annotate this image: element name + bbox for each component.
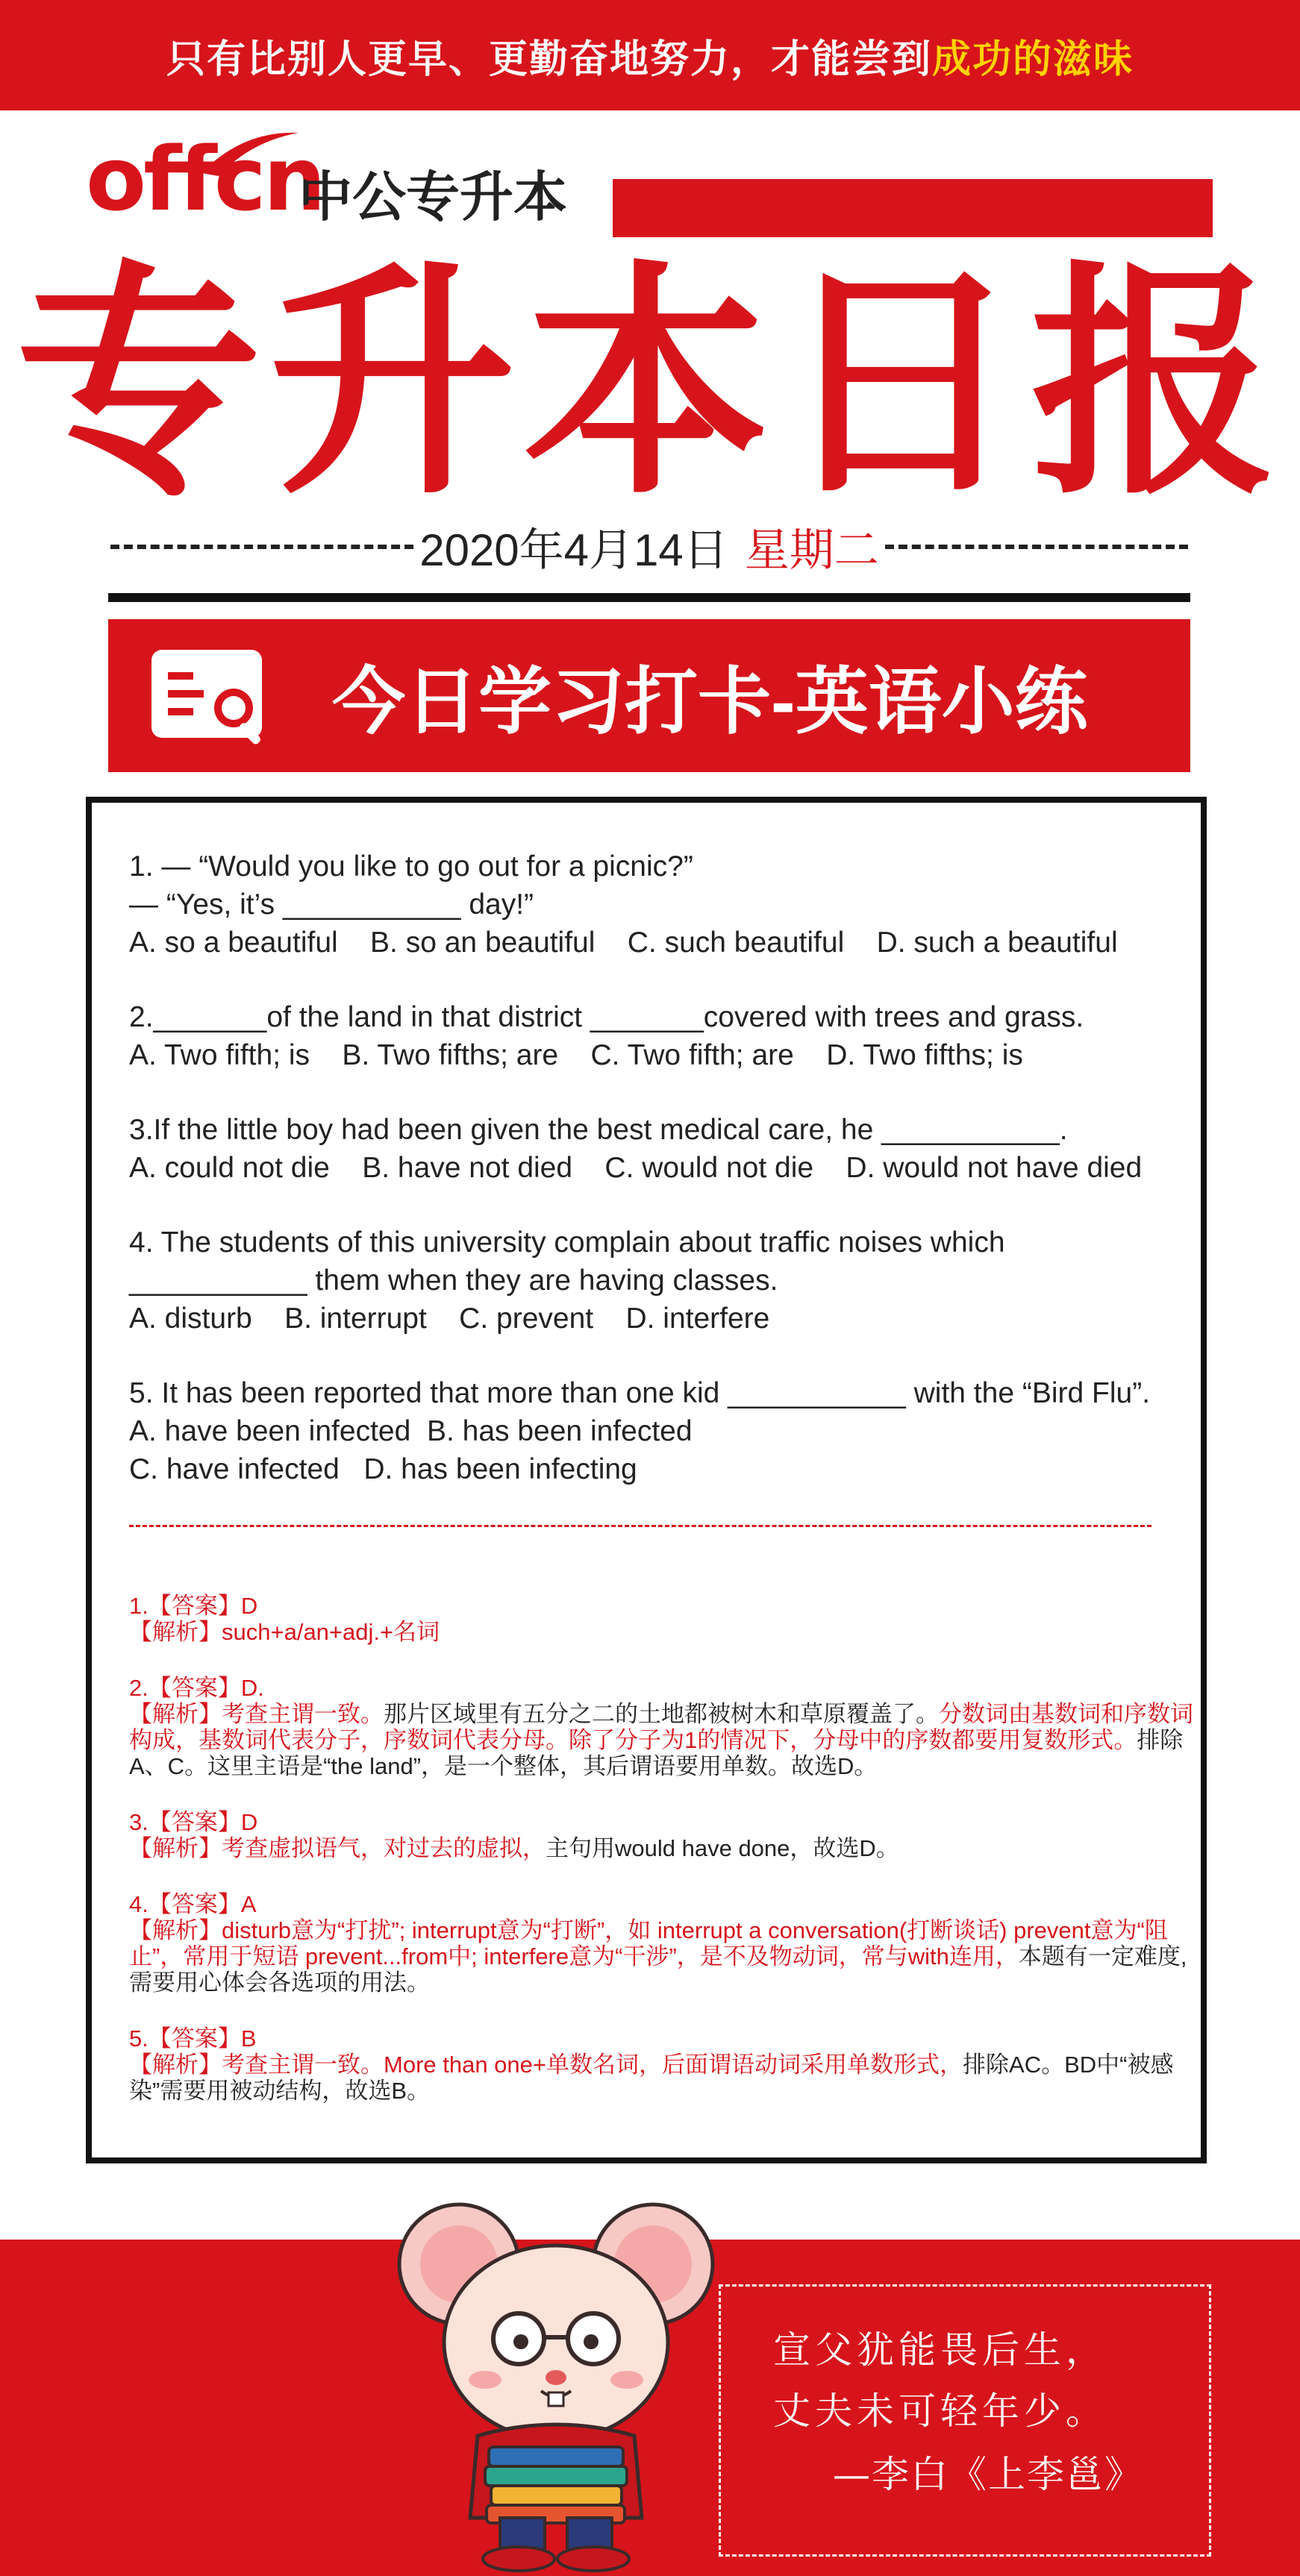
- question-line: — “Yes, it’s ___________ day!”: [129, 889, 534, 921]
- page-title: 专升本日报: [16, 246, 1284, 521]
- question-line: 2._______of the land in that district _______covered with trees and grass.: [129, 1001, 1084, 1033]
- top-banner: [0, 0, 1300, 110]
- question-line: 1. — “Would you like to go out for a picnic?”: [129, 850, 693, 883]
- answer-divider: [129, 1525, 1151, 1527]
- answer-label: 1.【答案】D: [129, 1593, 258, 1619]
- answer-label: 4.【答案】A: [129, 1891, 257, 1917]
- mouse-mascot-icon: [396, 2190, 716, 2574]
- logo-red-bar: [613, 179, 1213, 237]
- dash-line-right: [885, 545, 1188, 549]
- section-title: 今日学习打卡-英语小练: [332, 660, 1088, 742]
- answer-3: [129, 1809, 1204, 1861]
- question-4: [129, 1223, 1204, 1338]
- question-5: [129, 1374, 1204, 1488]
- answer-explanation: 【解析】考查主谓一致。More than one+单数名词，后面谓语动词采用单数形式，排除AC。BD中“被感染”需要用被动结构，故选B。: [129, 2052, 1174, 2104]
- logo-row: [86, 127, 1213, 239]
- slogan-highlight: 成功的滋味: [932, 37, 1134, 81]
- slogan: 只有比别人更早、更勤奋地努力，才能尝到成功的滋味: [166, 37, 1134, 81]
- brand-name: 中公专升本: [299, 168, 568, 228]
- question-options: A. so a beautiful B. so an beautiful C. such beautiful D. such a beautiful: [129, 927, 1118, 959]
- poem-line: 丈夫未可轻年少。: [773, 2389, 1107, 2433]
- dash-line-left: [110, 545, 413, 549]
- answer-4: [129, 1891, 1204, 1996]
- poem-line: 宣父犹能畏后生，: [773, 2328, 1107, 2372]
- question-options: A. disturb B. interrupt C. prevent D. interfere: [129, 1303, 770, 1335]
- poem-box: [719, 2284, 1211, 2557]
- answer-explanation: 【解析】考查虚拟语气，对过去的虚拟，主句用would have done，故选D。: [129, 1835, 899, 1861]
- question-box: [86, 797, 1207, 2163]
- question-2: [129, 998, 1204, 1074]
- question-options: A. could not die B. have not died C. would not die D. would not have died: [129, 1152, 1143, 1184]
- answer-1: [129, 1593, 1204, 1645]
- weekday: 星期二: [744, 525, 879, 575]
- question-line: 3.If the little boy had been given the best medical care, he ___________.: [129, 1114, 1068, 1146]
- answer-explanation: 【解析】such+a/an+adj.+名词: [129, 1619, 440, 1645]
- answer-label: 5.【答案】B: [129, 2025, 257, 2052]
- date-text: 2020年4月14日: [419, 525, 728, 575]
- brand-logo: offcn: [86, 128, 323, 231]
- logo-swoosh-icon: [198, 127, 302, 179]
- section-header: [108, 619, 1190, 772]
- answer-label: 2.【答案】D.: [129, 1675, 264, 1701]
- question-1: [129, 847, 1204, 962]
- question-line: ___________ them when they are having classes.: [129, 1265, 778, 1297]
- divider-rule: [108, 593, 1190, 602]
- answer-explanation: 【解析】考查主谓一致。那片区域里有五分之二的土地都被树木和草原覆盖了。分数词由基数词和序数词构成，基数词代表分子，序数词代表分母。除了分子为1的情况下，分母中的序数都要用复数形式。排除A、C。这里主语是“the land”，是一个整体，其后谓语要用单数。故选D。: [129, 1701, 1193, 1779]
- question-options: A. Two fifth; is B. Two fifths; are C. Two fifth; are D. Two fifths; is: [129, 1039, 1023, 1071]
- question-3: [129, 1111, 1204, 1187]
- question-options: A. have been infected B. has been infected: [129, 1415, 693, 1447]
- question-line: 5. It has been reported that more than one kid ___________ with the “Bird Flu”.: [129, 1377, 1151, 1409]
- question-content: [129, 847, 1204, 2134]
- poem-attribution: —李白《上李邕》: [833, 2453, 1143, 2496]
- answer-5: [129, 2025, 1204, 2104]
- answer-explanation: 【解析】disturb意为“打扰”; interrupt意为“打断”，如 interrupt a conversation(打断谈话) prevent意为“阻止”，常用于短语 prevent...from中; interfere意为“干涉”，是不及物动词，常与with连用，本题有一定难度,需要用心体会各选项的用法。: [129, 1917, 1187, 1996]
- question-options: C. have infected D. has been infecting: [129, 1453, 637, 1485]
- answer-2: [129, 1675, 1204, 1779]
- question-line: 4. The students of this university complain about traffic noises which: [129, 1226, 1005, 1259]
- search-document-icon: [146, 644, 280, 748]
- answer-label: 3.【答案】D: [129, 1809, 258, 1835]
- date-row: [104, 513, 1194, 580]
